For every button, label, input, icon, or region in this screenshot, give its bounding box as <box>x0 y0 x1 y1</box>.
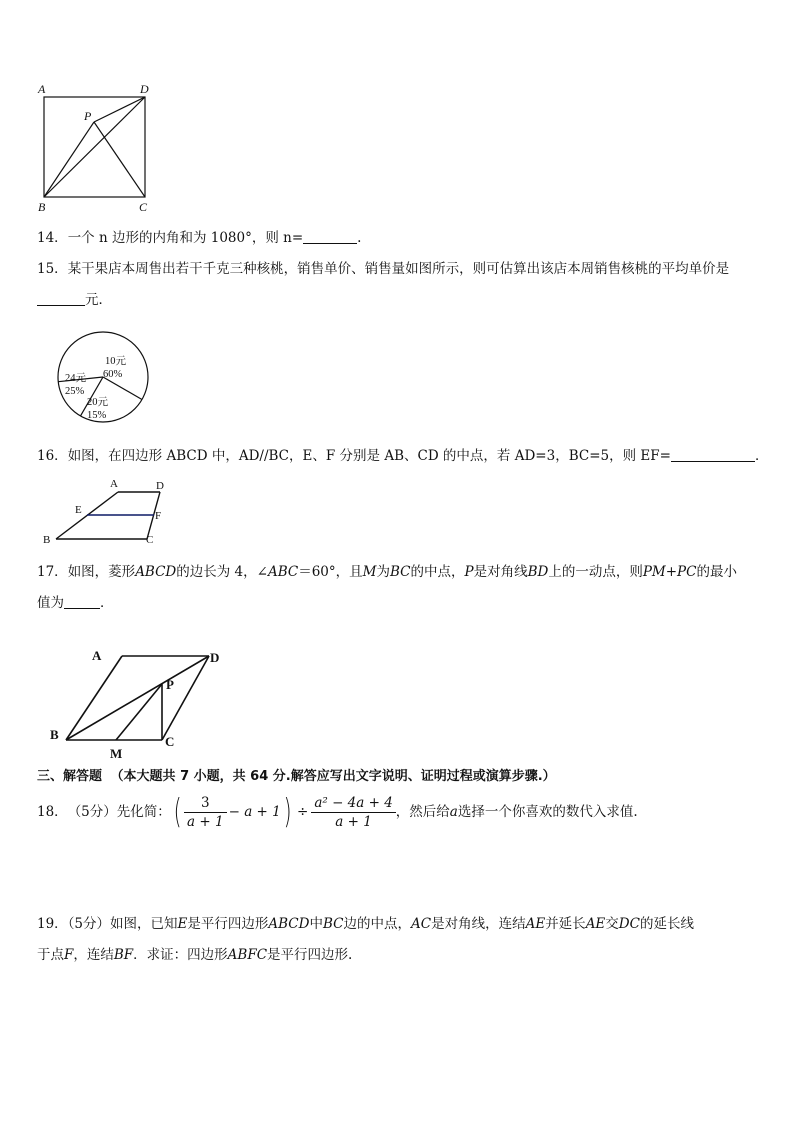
question-17-line2: 值为 ． <box>37 595 114 611</box>
question-18: 18． （5分） 先化简： ( $\frac{3}{a + 1}$ − a + 1 ) ÷ $\frac{\text{a² − 4a + 4}}{a + 1}$ ，然后给 a 选择一个你喜欢的数代入求值. <box>37 792 638 832</box>
label-d: D <box>156 480 164 492</box>
question-number: 19． <box>37 916 68 932</box>
label-d: D <box>140 82 149 96</box>
square-figure <box>34 80 164 216</box>
diagonal-bd <box>66 656 209 740</box>
slice-label-percent: 60% <box>103 369 123 380</box>
question-14: 14．一个 n 边形的内角和为 1080°，则 n= . <box>37 230 362 246</box>
diagonal-bd <box>44 97 145 197</box>
segment-pc <box>94 122 145 197</box>
label-a: A <box>92 648 102 663</box>
label-a: A <box>38 82 46 96</box>
question-number: 14． <box>37 230 68 246</box>
segment-pd <box>94 97 145 122</box>
rhombus-figure <box>44 642 234 760</box>
pie-chart <box>56 327 152 427</box>
label-e: E <box>75 504 82 516</box>
answer-blank[interactable] <box>64 594 100 609</box>
slice-label-price: 24元 <box>65 373 86 384</box>
side-ab <box>66 656 122 740</box>
section-note: （本大题共 7 小题，共 64 分.解答应写出文字说明、证明过程或演算步骤.） <box>110 769 556 784</box>
question-number: 18． <box>37 804 68 820</box>
question-15 <box>37 260 729 278</box>
segment-pm <box>116 684 162 740</box>
slice-label-percent: 25% <box>65 386 85 397</box>
section-header <box>37 765 556 784</box>
section-title: 三、解答题 <box>37 769 103 784</box>
label-b: B <box>38 200 46 214</box>
label-c: C <box>139 200 148 214</box>
label-c: C <box>165 734 175 749</box>
question-text: 一个 n 边形的内角和为 1080°，则 n= <box>67 230 304 246</box>
question-19-line2: 于点F，连结BF．求证：四边形ABFC是平行四边形. <box>37 947 353 963</box>
label-m: M <box>110 746 123 761</box>
pie-slice-boundary <box>103 377 142 400</box>
answer-blank[interactable] <box>671 447 755 462</box>
trapezoid-figure <box>40 476 172 546</box>
label-f: F <box>155 510 162 522</box>
question-16: 16．如图，在四边形 ABCD 中，AD//BC，E、F 分别是 AB、CD 的中点，若 AD=3，BC=5，则 EF= ． <box>37 448 769 464</box>
segment-bp <box>44 122 94 197</box>
fraction: $\frac{3}{a + 1}$ <box>184 794 227 831</box>
label-d: D <box>210 650 220 665</box>
slice-label-percent: 15% <box>87 410 107 421</box>
answer-blank[interactable] <box>37 291 85 306</box>
fraction: $\frac{\text{a² − 4a + 4}}{a + 1}$ <box>311 794 395 831</box>
question-number: 15． <box>37 261 68 277</box>
side-cd <box>162 656 209 740</box>
label-b: B <box>43 534 51 546</box>
question-text: 如图，在四边形 ABCD 中，AD//BC，E、F 分别是 AB、CD 的中点，若 AD=3，BC=5，则 EF= <box>67 448 671 464</box>
label-b: B <box>50 727 59 742</box>
label-a: A <box>110 478 118 490</box>
slice-label-price: 20元 <box>87 397 108 408</box>
question-number: 17． <box>37 564 68 580</box>
answer-blank[interactable] <box>303 229 357 244</box>
question-17: 17．如图，菱形ABCD的边长为 4，∠ABC＝60°，且M为BC的中点，P是对角线BD上的一动点，则PM+PC的最小 <box>37 564 737 580</box>
label-p: P <box>166 677 174 692</box>
question-text: 某干果店本周售出若干千克三种核桃，销售单价、销售量如图所示，则可估算出该店本周销售核桃的平均单价是 <box>67 261 730 277</box>
question-19: 19．（5分）如图，已知E是平行四边形ABCD中BC边的中点，AC是对角线，连结AE并延长AE交DC的延长线 <box>37 916 694 932</box>
label-p: P <box>84 109 92 123</box>
question-number: 16． <box>37 448 68 464</box>
label-c: C <box>146 534 154 546</box>
slice-label-price: 10元 <box>105 356 126 367</box>
question-15-line2: 元． <box>37 291 112 309</box>
